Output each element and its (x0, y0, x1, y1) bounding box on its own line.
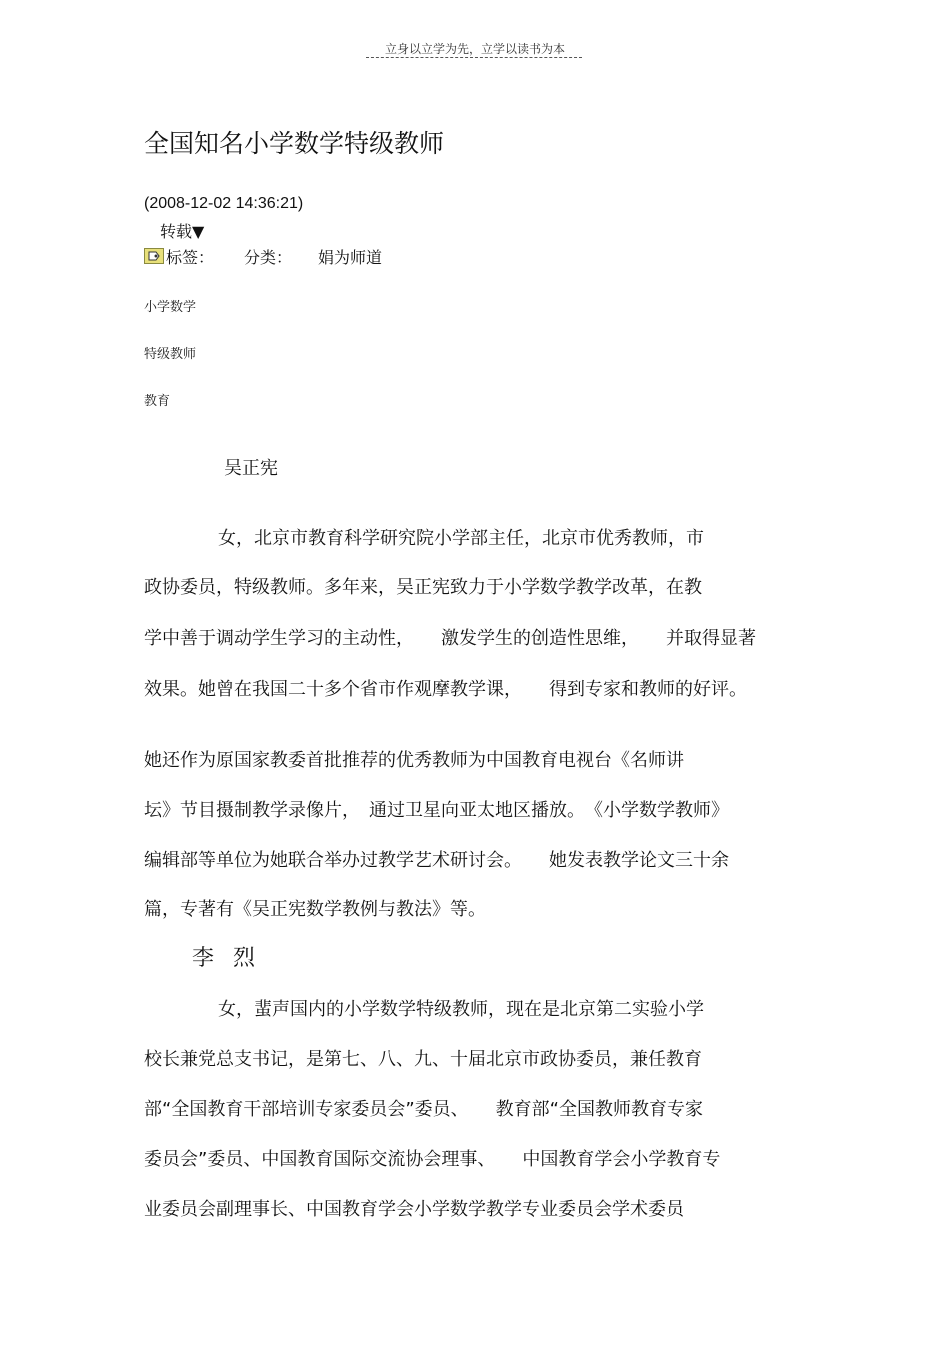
repost-link[interactable]: 转载▼ (160, 222, 205, 241)
paragraph-line: 女，北京市教育科学研究院小学部主任，北京市优秀教师，市 (218, 528, 704, 549)
header-motto: 立身以立学为先，立学以读书为本 (384, 42, 565, 56)
tags-label: 标签： (166, 247, 215, 267)
paragraph-line: 校长兼党总支书记，是第七、八、九、十届北京市政协委员，兼任教育 (144, 1049, 702, 1070)
header-divider (366, 57, 582, 58)
category-label: 分类： (244, 247, 293, 267)
paragraph-line: 政协委员，特级教师。多年来，吴正宪致力于小学数学教学改革，在教 (144, 577, 702, 598)
tag-icon (144, 248, 164, 264)
paragraph-line: 业委员会副理事长、中国教育学会小学数学教学专业委员会学术委员 (144, 1199, 684, 1220)
category-link[interactable]: 娟为师道 (318, 247, 383, 267)
paragraph-line: 篇，专著有《吴正宪数学教例与教法》等。 (144, 899, 486, 920)
tag-link[interactable]: 特级教师 (144, 347, 197, 362)
paragraph-line: 效果。她曾在我国二十多个省市作观摩教学课， 得到专家和教师的好评。 (144, 679, 747, 700)
paragraph-line: 她还作为原国家教委首批推荐的优秀教师为中国教育电视台《名师讲 (144, 750, 684, 771)
paragraph-line: 学中善于调动学生学习的主动性， 激发学生的创造性思维， 并取得显著 (144, 628, 756, 649)
tag-link[interactable]: 小学数学 (144, 300, 197, 315)
tag-link[interactable]: 教育 (144, 394, 171, 409)
paragraph-line: 部“全国教育干部培训专家委员会”委员、 教育部“全国教师教育专家 (144, 1099, 703, 1120)
paragraph-line: 委员会”委员、中国教育国际交流协会理事、 中国教育学会小学教育专 (144, 1149, 721, 1170)
paragraph-line: 坛》节目摄制教学录像片， 通过卫星向亚太地区播放。 《小学数学教师》 (144, 800, 729, 821)
article-datetime: (2008-12-02 14:36:21) (144, 195, 304, 212)
article-title: 全国知名小学数学特级教师 (144, 129, 445, 158)
paragraph-line: 编辑部等单位为她联合举办过教学艺术研讨会。 她发表教学论文三十余 (144, 850, 729, 871)
section-heading: 李 烈 (192, 946, 261, 971)
paragraph-line: 女，蜚声国内的小学数学特级教师，现在是北京第二实验小学 (218, 999, 704, 1020)
tags-category-row (144, 246, 382, 266)
section-heading: 吴正宪 (224, 458, 278, 479)
